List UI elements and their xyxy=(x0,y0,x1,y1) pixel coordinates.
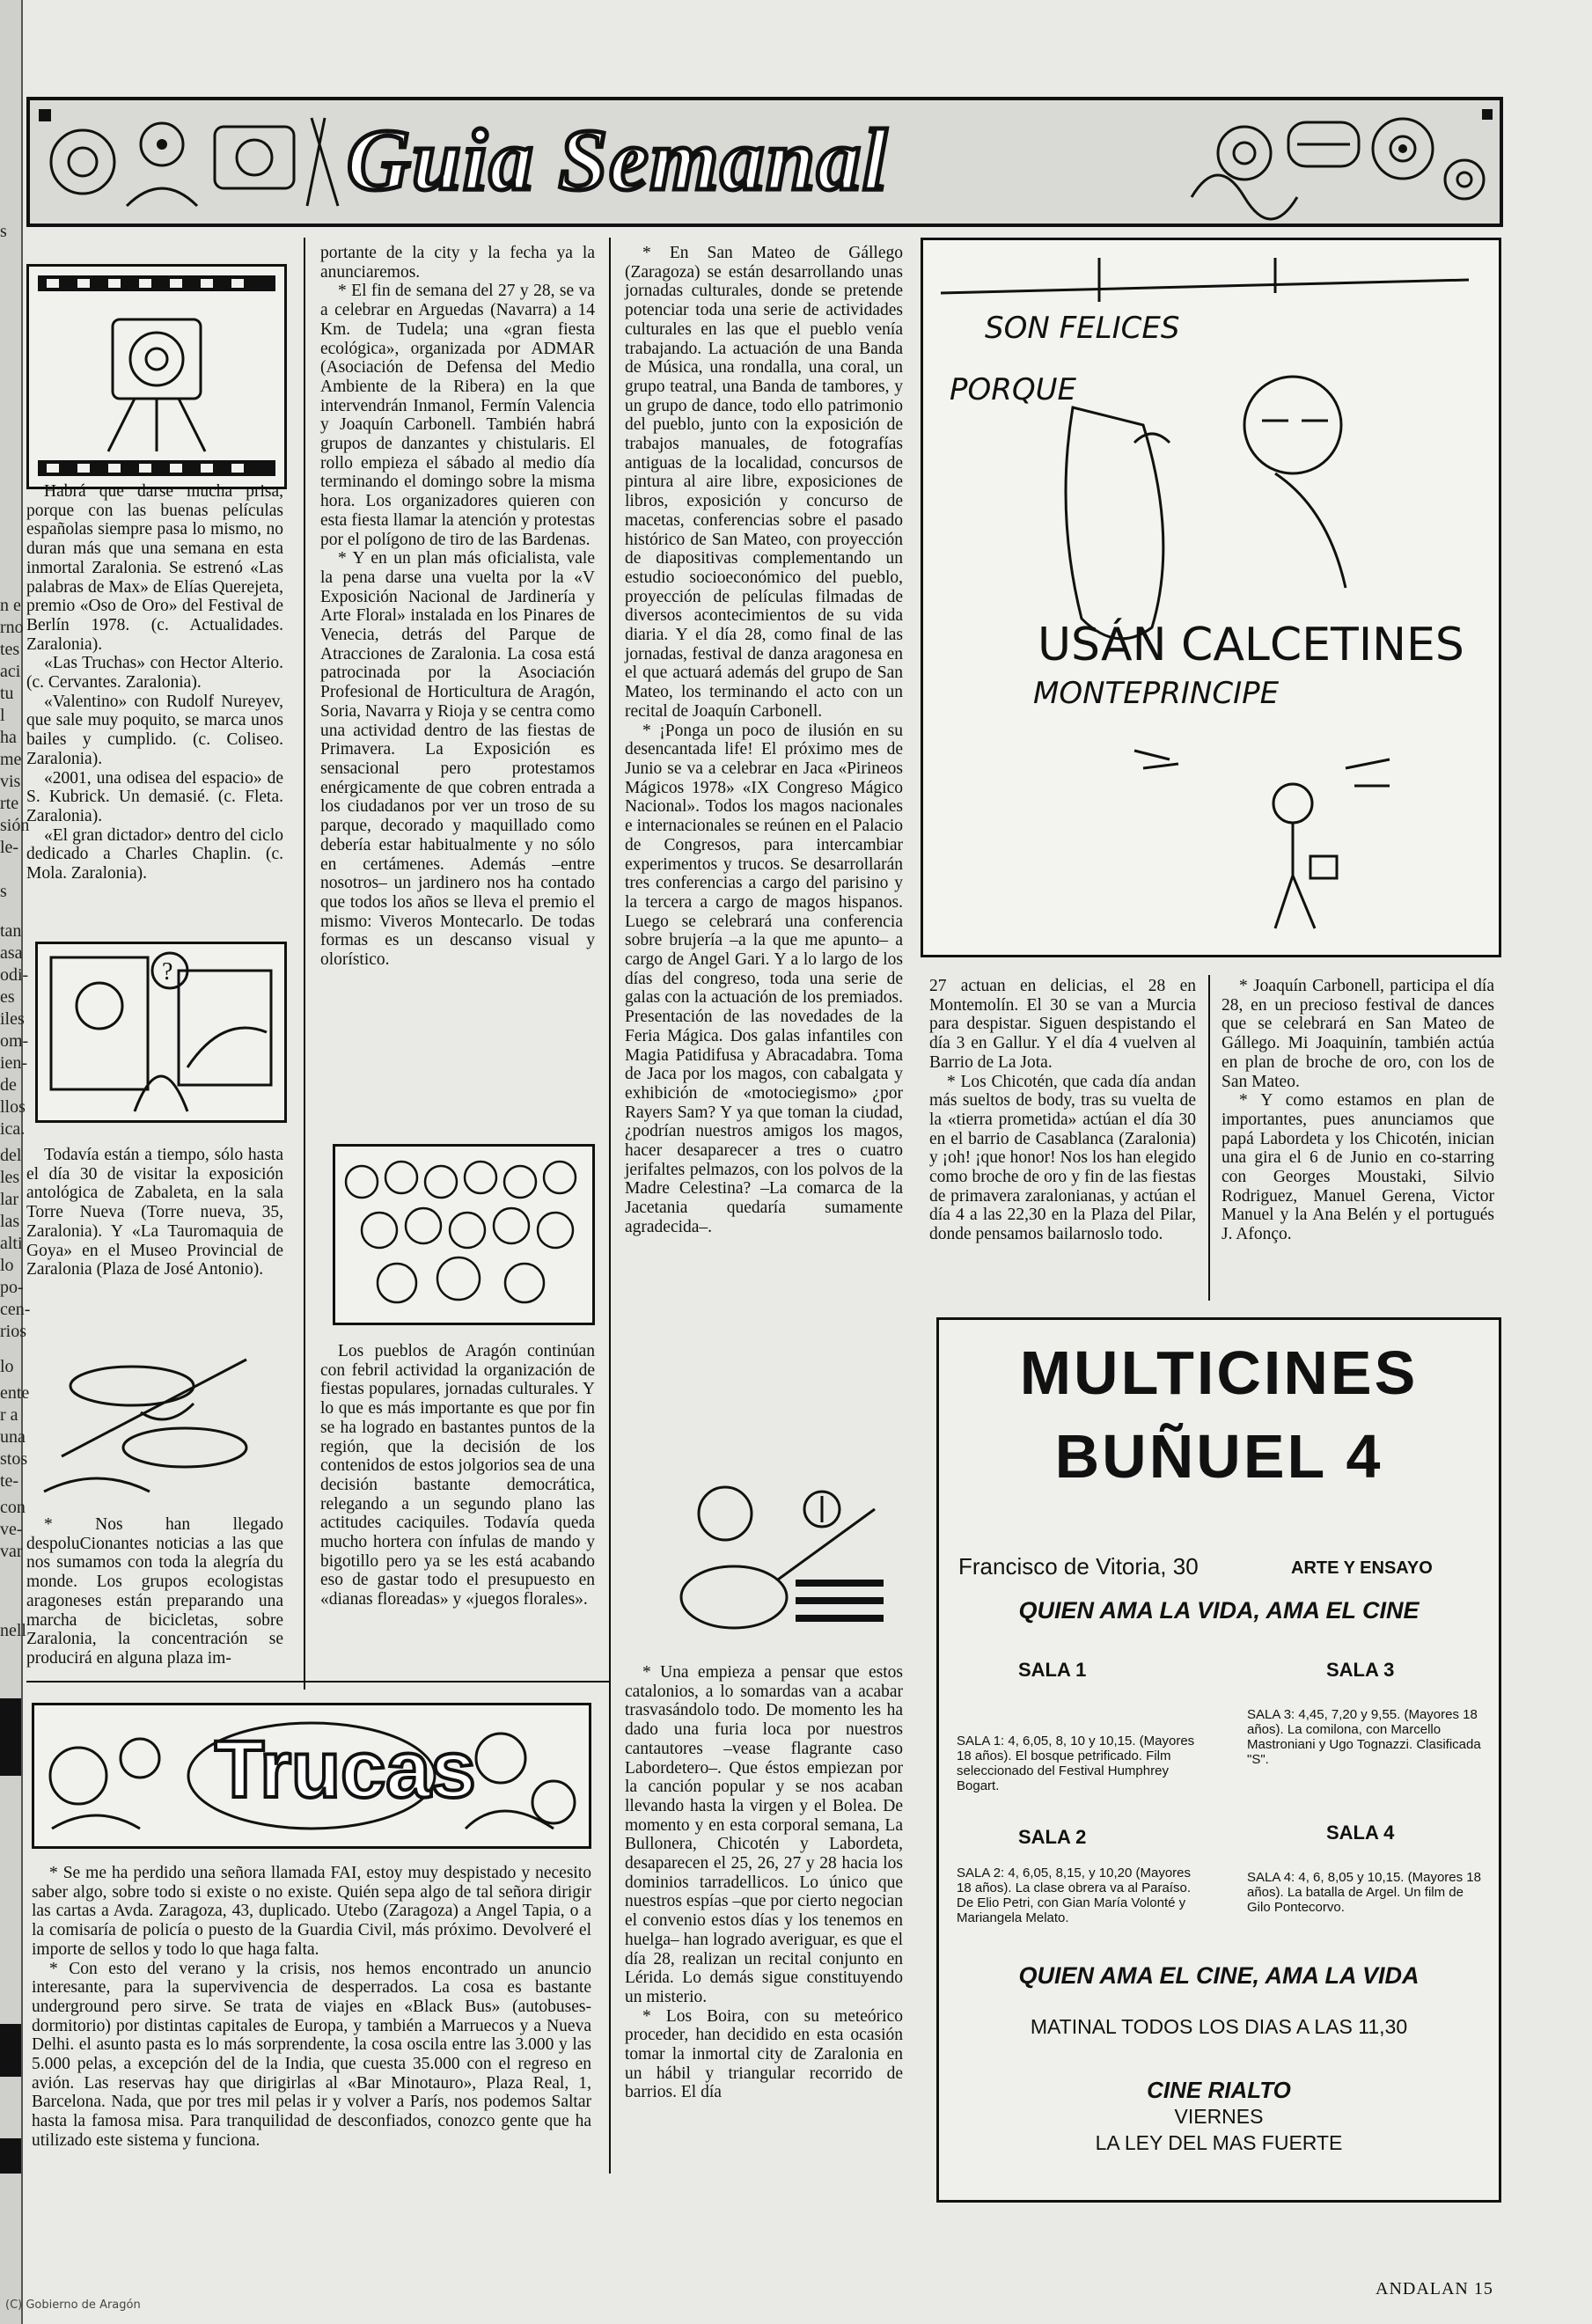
margin-fragment: om- xyxy=(0,1031,29,1051)
paragraph: «El gran dictador» dentro del ciclo dedicado a Charles Chaplin. (c. Mola. Zaralonia). xyxy=(26,825,283,883)
sala-2-text: SALA 2: 4, 6,05, 8,15, y 10,20 (Mayores 18 años). La clase obrera va al Paraíso. De Elio Petri, con Gian María Volonté y Mariangela Melato. xyxy=(957,1866,1191,1925)
trucas-banner xyxy=(32,1703,591,1849)
margin-fragment: alti xyxy=(0,1234,23,1253)
paragraph: 27 actuan en delicias, el 28 en Montemolín. El 30 se van a Murcia para despistar. Siguen despistando el día 3 en Gallur. Y el día 4 vuelven al Barrio de La Jota. xyxy=(929,977,1196,1072)
column-3-text-2 xyxy=(625,1663,903,2102)
margin-fragment: ica. xyxy=(0,1119,26,1139)
trucas-title: Trucas xyxy=(215,1725,476,1814)
paragraph: Los pueblos de Aragón continúan con febril actividad la organización de fiestas populares, jornadas culturales. Y lo que es más importante es que por fin se ha logrado en bastantes puntos de la región, que la decisión de los contenidos de estos jolgorios sea de una decisión bastante democrática, relegando a un segundo plano las actitudes caciquiles. Todavía queda mucho hortera con ínfulas de mando y bigotillo pero ya se les está acabando eso de gastar todo el presupuesto en «dianas floreadas» y «juegos florales». xyxy=(320,1342,595,1609)
adjacent-dark-block xyxy=(0,2024,21,2077)
museum-drawing xyxy=(38,944,284,1120)
paragraph: * ¡Ponga un poco de ilusión en su desencantada life! El próximo mes de Junio se va a celebrar en Jaca «Pirineos Mágicos 1978» «IX Congreso Mágico Nacional». Todos los magos nacionales e internacionales se reúnen en el Palacio de Congresos, para intercambiar experimentos y trucos. Se desarrollarán tres conferencias a cargo del parisino y la tercera a cargo de magos hispanos. Luego se celebrará una conferencia sobre brujería –a la que me apunto– a cargo de Angel Gari. Y a lo largo de los días del congreso, toda una serie de galas con la actuación de los premiados. Presentación de las novedades de la Feria Mágica. Dos galas infantiles con Magia Patidifusa y Abracadabra. Toma de Jaca por los magos, con cabalgata y exhibición de «motociegismo» ¿por Rayers Sam? Y ya que toman la ciudad, ¿podrían nuestros amigos los magos, hacer desaparecer a tres o cuatro jerifaltes pelmazos, con los polvos de la Madre Celestina? –La comarca de la Jacetania quedaría sumamente agradecida–. xyxy=(625,721,903,1236)
column-1-text xyxy=(26,482,283,883)
comic-line-2: PORQUE xyxy=(950,372,1077,407)
sala-3-text: SALA 3: 4,45, 7,20 y 9,55. (Mayores 18 años). La comilona, con Marcello Mastroniani y Ugo Tognazzi. Clasificada "S". xyxy=(1247,1707,1481,1767)
margin-fragment: iles xyxy=(0,1009,25,1029)
paragraph: * Una empieza a pensar que estos catalonios, a lo somardas van a acabar trasvasándolo todo. De momento les ha dado una furia loca por nuestros cantautores –vease flagrante caso Labordetero–. Que éstos empiezan por la canción popular y se nos acaban llevando hasta la virgen y el Bolea. De momento y en esta corporal semana, La Bullonera, Chicotén y Labordeta, desaparecen el 25, 26, 27 y 28 hacia los dominios tarradellicos. Lo único que nuestros espías –que por cierto negocian el convenio estos días y los tenemos en huelga– han logrado averiguar, es que el día 28, realizan un recital conjunto en Lérida. Lo demás sigue constituyendo un misterio. xyxy=(625,1663,903,2006)
paragraph: portante de la city y la fecha ya la anunciaremos. xyxy=(320,244,595,282)
paragraph: * Joaquín Carbonell, participa el día 28, en un precioso festival de dances que se celebrará en San Mateo de Gállego. Mi Joaquinín, también actúa en plan de broche de oro, con los de San Mateo. xyxy=(1222,977,1494,1091)
comic-line-4: MONTEPRINCIPE xyxy=(1033,676,1280,711)
margin-fragment: s xyxy=(0,882,7,901)
margin-fragment: me xyxy=(0,750,22,769)
margin-fragment: n e xyxy=(0,596,21,615)
dragonfly-drawing xyxy=(35,1324,282,1505)
margin-fragment: ha xyxy=(0,728,17,747)
sala-4-text: SALA 4: 4, 6, 8,05 y 10,15. (Mayores 18 años). La batalla de Argel. Un film de Gilo Pontecorvo. xyxy=(1247,1870,1481,1915)
multicines-advertisement xyxy=(936,1317,1501,2203)
margin-fragment: tan xyxy=(0,921,22,941)
margin-fragment: ve- xyxy=(0,1520,23,1539)
paragraph: * Nos han llegado despoluCionantes noticias a las que nos sumamos con toda la alegría du monde. Los grupos ecologistas aragoneses están preparando una marcha de bicicletas, sobre Zaralonia, la concentración se producirá en alguna plaza im- xyxy=(26,1515,283,1668)
column-1-text-2 xyxy=(26,1146,283,1279)
column-2-text xyxy=(320,244,595,970)
margin-fragment: te- xyxy=(0,1471,19,1491)
ad-tag: ARTE Y ENSAYO xyxy=(1291,1558,1433,1578)
column-1-text-3 xyxy=(26,1515,283,1668)
camera-drawing xyxy=(29,267,284,487)
calcetines-comic xyxy=(921,238,1501,957)
paragraph: * Y en un plan más oficialista, vale la pena darse una vuelta por la «V Exposición Nacional de Jardinería y Arte Floral» instalada en los Pinares de Venecia, detrás del Parque de Atracciones de Zaralonia. La cosa está patrocinada por la Asociación Profesional de Horticultura de Aragón, Soria, Navarra y Rioja y se centra como una actividad dentro de las fiestas de Primavera. La Exposición es sensacional pero protestamos enérgicamente de que cobren entrada a los ciudadanos por ver un troso de su parque, decorado y maquillado como debería estar habitualmente y no sólo en certámenes. Además –entre nosotros– un jardinero nos ha contado que todos los años se lleva el premio el mismo: Viveros Montecarlo. De todas formas es un descanso visual y olorístico. xyxy=(320,549,595,970)
margin-fragment: sión xyxy=(0,816,30,835)
sala-2-title: SALA 2 xyxy=(1018,1826,1087,1848)
column-5-text xyxy=(1222,977,1494,1244)
margin-fragment: es xyxy=(0,987,15,1007)
margin-fragment: po- xyxy=(0,1278,24,1297)
margin-fragment: r a xyxy=(0,1405,18,1425)
sala-1-text: SALA 1: 4, 6,05, 8, 10 y 10,15. (Mayores 18 años). El bosque petrificado. Film seleccionado del Festival Humphrey Bogart. xyxy=(957,1734,1195,1793)
column-3-text xyxy=(625,244,903,1237)
comic-line-3: USÁN CALCETINES xyxy=(1038,619,1464,671)
paragraph: * Se me ha perdido una señora llamada FAI, estoy muy despistado y necesito saber algo, sobre todo si existe o no existe. Quién sepa algo de tal señora dirigir las cartas a Avda. Zaragoza, 43, duplicado. Utebo (Zaragoza) a Angel Tapia, o a la comisaría de policía o puesto de la Guardia Civil, más próximo. Devolveré el importe de sellos y todo lo que haga falta. xyxy=(32,1864,591,1959)
sala-1-title: SALA 1 xyxy=(1018,1659,1087,1681)
guitarist-drawing xyxy=(637,1474,892,1641)
ad-title-2: BUÑUEL 4 xyxy=(1054,1422,1383,1491)
trucas-text xyxy=(32,1864,591,2151)
margin-fragment: stos xyxy=(0,1449,28,1469)
ad-slogan-1: QUIEN AMA LA VIDA, AMA EL CINE xyxy=(1018,1597,1420,1624)
header-title: Guia Semanal xyxy=(347,111,889,209)
margin-fragment: aci xyxy=(0,662,21,681)
dragonfly-illustration xyxy=(35,1324,282,1505)
ad-rialto: CINE RIALTO xyxy=(1147,2077,1291,2103)
paragraph: «Las Truchas» con Hector Alterio. (c. Cervantes. Zaralonia). xyxy=(26,654,283,693)
adjacent-dark-block xyxy=(0,2138,21,2174)
section-rule xyxy=(26,1681,609,1683)
crowd-drawing xyxy=(335,1147,592,1323)
film-camera-illustration xyxy=(26,264,287,489)
paragraph: «Valentino» con Rudolf Nureyev, que sale muy poquito, se marca unos bailes y cumplido. (c. Coliseo. Zaralonia). xyxy=(26,692,283,768)
margin-fragment: le- xyxy=(0,838,19,857)
margin-fragment: s xyxy=(0,222,7,241)
margin-fragment: una xyxy=(0,1427,26,1447)
ad-slogan-2: QUIEN AMA EL CINE, AMA LA VIDA xyxy=(1018,1962,1420,1989)
margin-fragment: vis xyxy=(0,772,21,791)
margin-fragment: rios xyxy=(0,1322,26,1341)
margin-fragment: odi- xyxy=(0,965,29,985)
column-2-text-2 xyxy=(320,1342,595,1609)
paragraph: «2001, una odisea del espacio» de S. Kubrick. Un demasié. (c. Fleta. Zaralonia). xyxy=(26,768,283,825)
margin-fragment: del xyxy=(0,1146,22,1165)
paragraph: * En San Mateo de Gállego (Zaragoza) se están desarrollando unas jornadas culturales, donde se pretende potenciar toda una serie de actividades culturales en las que el pueblo venía trabajando. La actuación de una Banda de Música, una rondalla, una coral, un grupo teatral, una Banda de tambores, y un grupo de dance, todo ello patrimonio del pueblo, junto con la exposición de trabajos manuales, de fotografías antiguas de la localidad, concursos de pintura al aire libre, exposiciones de libros, exposición y concurso de macetas, conferencias sobre el pasado histórico de San Mateo, con proyección de diapositivas complementando un estudio socioeconómico del pueblo, proyección de películas filmadas de diversos acontecimientos de su vida diaria. Y el día 28, como final de las jornadas, festival de danza aragonesa en el que actuará además del grupo de San Mateo, los terminando el acto con un recital de Joaquín Carbonell. xyxy=(625,244,903,721)
comic-line-1: SON FELICES xyxy=(985,311,1180,346)
ad-title-1: MULTICINES xyxy=(1019,1338,1419,1407)
comic-drawing xyxy=(923,240,1499,955)
margin-fragment: ente xyxy=(0,1383,30,1403)
column-rule xyxy=(304,238,305,1690)
margin-fragment: de xyxy=(0,1075,17,1095)
margin-fragment: nell xyxy=(0,1621,26,1640)
margin-fragment: las xyxy=(0,1212,20,1231)
header-banner xyxy=(26,97,1503,227)
sala-3-title: SALA 3 xyxy=(1326,1659,1395,1681)
page-footer: ANDALAN 15 xyxy=(1376,2279,1493,2298)
margin-fragment: cen- xyxy=(0,1300,31,1319)
margin-fragment: rno xyxy=(0,618,24,637)
ad-viernes: VIERNES xyxy=(1174,2105,1264,2128)
margin-fragment: var xyxy=(0,1542,23,1561)
margin-fragment: l xyxy=(0,706,5,725)
margin-fragment: rte xyxy=(0,794,19,813)
museum-visitors-illustration xyxy=(35,942,287,1123)
guitarist-illustration xyxy=(637,1474,892,1641)
crowd-illustration xyxy=(333,1144,595,1325)
margin-fragment: llos xyxy=(0,1097,26,1117)
column-rule xyxy=(609,238,611,2174)
image-credit: (C) Gobierno de Aragón xyxy=(5,2298,141,2312)
paragraph: * Los Chicotén, que cada día andan más sueltos de body, tras su vuelta de la «tierra prometida» actúan el día 30 en el barrio de Casablanca (Zaralonia) y ¡oh! ¡que honor! Nos los han elegido como broche de oro y fin de las fiestas de primavera zaralonianas, y actúan el día 4 a las 22,30 en la Plaza del Pilar, donde pensamos bailarnoslo todo. xyxy=(929,1072,1196,1244)
margin-fragment: tes xyxy=(0,640,20,659)
paragraph: * Los Boira, con su meteórico proceder, han decidido en esta ocasión tomar la inmortal city de Zaralonia en un hábil y triangular recorrido de barrios. El día xyxy=(625,2006,903,2102)
paragraph: * Y como estamos en plan de importantes, pues anunciamos que papá Labordeta y los Chicotén, inician una gira el 6 de Junio en co-starring con Georges Moustaki, Silvio Rodriguez, Manuel Gerena, Victor Manuel y la Ana Belén y el portugués J. Afonço. xyxy=(1222,1091,1494,1244)
paragraph: * Con esto del verano y la crisis, nos hemos encontrado un anuncio interesante, para la supervivencia de desperrados. La cosa es bastante underground pero sirve. Se trata de viajes en «Black Bus» (autobuses-dormitorio) por distintas capitales de Europa, y también a Marruecos y a Nueva Delhi. el asunto pasta es lo más sorprendente, la cosa oscila entre las 3.000 y las 5.000 pelas, a excepción del de la India, que cuesta 35.000 con el regreso en avión. Las reservas hay que dirigirlas al «Bar Minotauro», Plaza Real, 1, Barcelona. Nada, que por tres mil pelas ir y volver a París, nos podemos Saltar hasta la famosa misa. Para tranquilidad de desconfiados, conozco gente que ha utilizado este sistema y funciona. xyxy=(32,1959,591,2150)
margin-fragment: lar xyxy=(0,1190,19,1209)
sala-4-title: SALA 4 xyxy=(1326,1822,1395,1844)
margin-fragment: asa xyxy=(0,943,23,963)
margin-fragment: ien- xyxy=(0,1053,28,1073)
margin-fragment: lo xyxy=(0,1357,14,1376)
paragraph: Habrá que darse mucha prisa, porque con las buenas películas españolas siempre pasa lo mismo, no duran más que una semana en esta inmortal Zaralonia. Se estrenó «Las palabras de Max» de Elías Querejeta, premio «Oso de Oro» del Festival de Berlín 1978. (c. Actualidades. Zaralonia). xyxy=(26,482,283,654)
margin-fragment: con xyxy=(0,1498,26,1517)
margin-fragment: les xyxy=(0,1168,20,1187)
column-4-text xyxy=(929,977,1196,1244)
adjacent-dark-block xyxy=(0,1698,21,1776)
column-rule xyxy=(1208,975,1210,1301)
ad-film: LA LEY DEL MAS FUERTE xyxy=(1095,2131,1343,2154)
paragraph: * El fin de semana del 27 y 28, se va a celebrar en Arguedas (Navarra) a 14 Km. de Tudela; una «gran fiesta ecológica», organizada por ADMAR (Asociación de Defensa del Medio Ambiente de la Ribera) en la que intervendrán Inmanol, Fermín Valencia y Joaquín Carbonell. También habrá grupos de danzantes y chistularis. El rollo empieza el sábado al medio día terminando el domingo sobre la misma hora. Los organizadores quieren con esta fiesta llamar la atención y protestas por el polígono de tiro de las Bardenas. xyxy=(320,282,595,549)
ad-matinal: MATINAL TODOS LOS DIAS A LAS 11,30 xyxy=(1030,2015,1408,2038)
margin-fragment: tu xyxy=(0,684,14,703)
ad-address: Francisco de Vitoria, 30 xyxy=(958,1553,1199,1580)
svg-text:?: ? xyxy=(162,958,173,986)
margin-fragment: lo xyxy=(0,1256,14,1275)
paragraph: Todavía están a tiempo, sólo hasta el día 30 de visitar la exposición antológica de Zabaleta, en la sala Torre Nueva (Torre nueva, 35, Zaralonia). Y «La Tauromaquia de Goya» en el Museo Provincial de Zaralonia (Plaza de José Antonio). xyxy=(26,1146,283,1279)
